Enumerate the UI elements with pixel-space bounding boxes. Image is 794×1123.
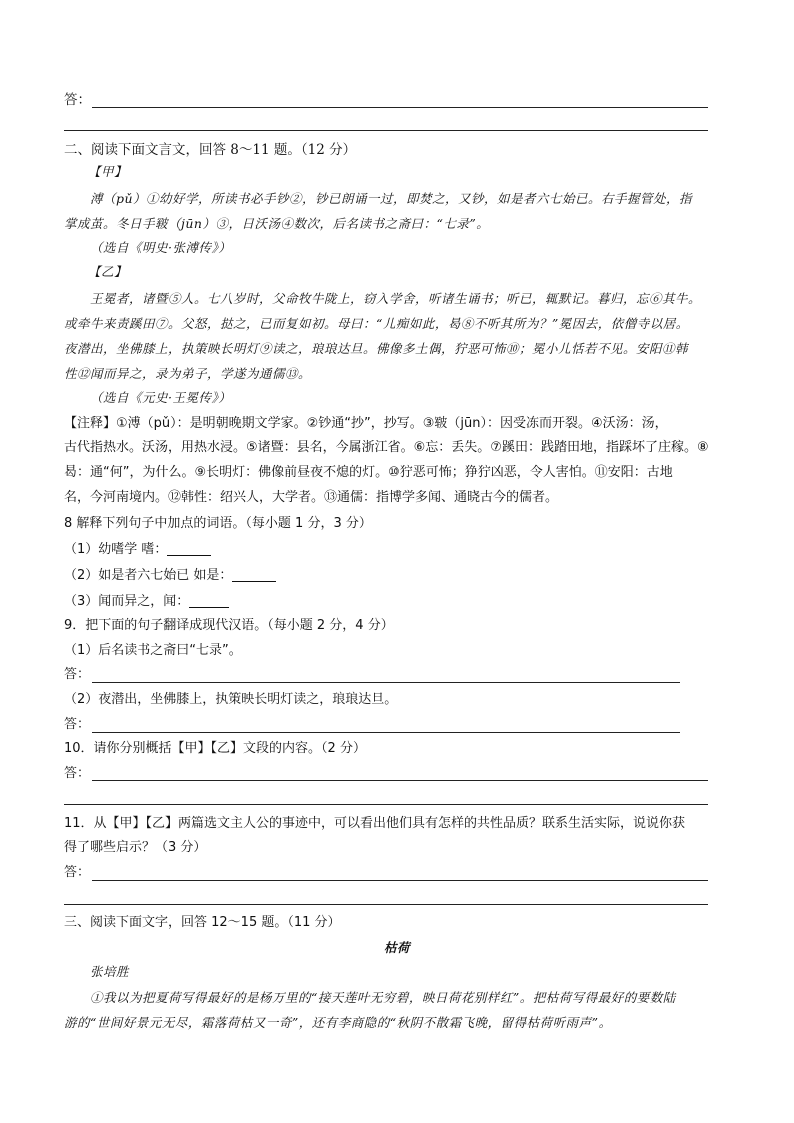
notes-line: 古代指热水。沃汤，用热水浸。⑤诸暨：县名，今属浙江省。⑥忘：丢失。⑦蹊田：践踏田地，指踩坏了庄稼。⑧ bbox=[64, 440, 709, 455]
q8-item-label: （1）幼嗜学 嗜： bbox=[64, 542, 168, 557]
answer-line[interactable] bbox=[92, 107, 708, 108]
q9-item-2: （2）夜潜出，坐佛膝上，执策映长明灯读之，琅琅达旦。 bbox=[64, 692, 398, 707]
yi-text-line: 王冕者，诸暨⑤人。七八岁时，父命牧牛陇上，窃入学舍，听诸生诵书；听已，辄默记。暮归，忘⑥其牛。 bbox=[90, 291, 702, 306]
blank-field[interactable] bbox=[232, 567, 276, 582]
q10-title: 10．请你分别概括【甲】【乙】文段的内容。（2 分） bbox=[64, 741, 366, 756]
jia-text-line: 溥（pǔ）①幼好学，所读书必手钞②，钞已朗诵一过，即焚之，又钞，如是者六七始已。右手握管处，指 bbox=[90, 191, 693, 206]
article-paragraph-line: ①我以为把夏荷写得最好的是杨万里的“接天莲叶无穷碧，映日荷花别样红”。把枯荷写得最好的要数陆 bbox=[90, 990, 676, 1005]
answer-line[interactable] bbox=[92, 880, 708, 881]
notes-line: 【注释】①溥（pǔ）：是明朝晚期文学家。②钞通“抄”，抄写。③皲（jūn）：因受冻而开裂。④沃汤：汤， bbox=[64, 416, 668, 431]
answer-line[interactable] bbox=[92, 682, 680, 683]
yi-text-line: 或牵牛来责蹊田⑦。父怒，挞之，已而复如初。母曰：“儿痴如此，曷⑧不听其所为？”冕因去，依僧寺以居。 bbox=[64, 316, 689, 331]
jia-source: （选自《明史·张溥传》） bbox=[90, 240, 232, 255]
yi-text-line: 性⑫闻而异之，录为弟子，学遂为通儒⑬。 bbox=[64, 366, 312, 381]
article-paragraph-line: 游的“世间好景元无尽，霜落荷枯又一奇”，还有李商隐的“秋阴不散霜飞晚，留得枯荷听雨声”。 bbox=[64, 1015, 612, 1030]
q8-item-2 bbox=[64, 566, 276, 586]
section3-header: 三、阅读下面文字，回答 12～15 题。（11 分） bbox=[64, 915, 341, 930]
q9-title: 9．把下面的句子翻译成现代汉语。（每小题 2 分，4 分） bbox=[64, 618, 394, 633]
jia-text-line: 掌成茧。冬日手皲（jūn）③，日沃汤④数次，后名读书之斋曰：“七录”。 bbox=[64, 216, 490, 231]
article-title: 枯荷 bbox=[383, 940, 410, 955]
yi-label: 【乙】 bbox=[88, 264, 128, 279]
article-author: 张培胜 bbox=[90, 964, 130, 979]
yi-text-line: 夜潜出，坐佛膝上，执策映长明灯⑨读之，琅琅达旦。佛像多土偶，狞恶可怖⑩；冕小儿恬若不见。安阳⑪韩 bbox=[64, 341, 689, 356]
answer-line[interactable] bbox=[64, 804, 708, 805]
yi-source: （选自《元史·王冕传》） bbox=[90, 390, 232, 405]
notes-line: 曷：通“何”，为什么。⑨长明灯：佛像前昼夜不熄的灯。⑩狞恶可怖；狰狞凶恶，令人害怕。⑪安阳：古地 bbox=[64, 465, 673, 480]
blank-field[interactable] bbox=[167, 541, 211, 556]
answer-line[interactable] bbox=[92, 732, 680, 733]
answer-label-top: 答： bbox=[64, 92, 91, 108]
q8-title: 8 解释下列句子中加点的词语。（每小题 1 分，3 分） bbox=[64, 516, 372, 531]
answer-label: 答： bbox=[64, 667, 91, 682]
q8-item-1 bbox=[64, 540, 211, 560]
answer-line[interactable] bbox=[64, 904, 708, 905]
q8-item-label: （2）如是者六七始已 如是： bbox=[64, 568, 233, 583]
jia-label: 【甲】 bbox=[88, 164, 128, 179]
q8-item-label: （3）闻而异之，闻： bbox=[64, 594, 190, 609]
answer-line[interactable] bbox=[92, 780, 708, 781]
q9-item-1: （1）后名读书之斋曰“七录”。 bbox=[64, 643, 242, 658]
answer-line[interactable] bbox=[64, 130, 708, 131]
q11-title-line: 得了哪些启示？（3 分） bbox=[64, 840, 207, 855]
notes-line: 名，今河南境内。⑫韩性：绍兴人，大学者。⑬通儒：指博学多闻、通晓古今的儒者。 bbox=[64, 490, 559, 505]
answer-label: 答： bbox=[64, 717, 91, 732]
q11-title-line: 11．从【甲】【乙】两篇选文主人公的事迹中，可以看出他们具有怎样的共性品质？联系生活实际，说说你获 bbox=[64, 816, 686, 831]
blank-field[interactable] bbox=[189, 593, 229, 608]
q8-item-3 bbox=[64, 592, 229, 612]
section2-header: 二、阅读下面文言文，回答 8～11 题。（12 分） bbox=[64, 142, 357, 158]
answer-label: 答： bbox=[64, 766, 91, 781]
answer-label: 答： bbox=[64, 865, 91, 880]
